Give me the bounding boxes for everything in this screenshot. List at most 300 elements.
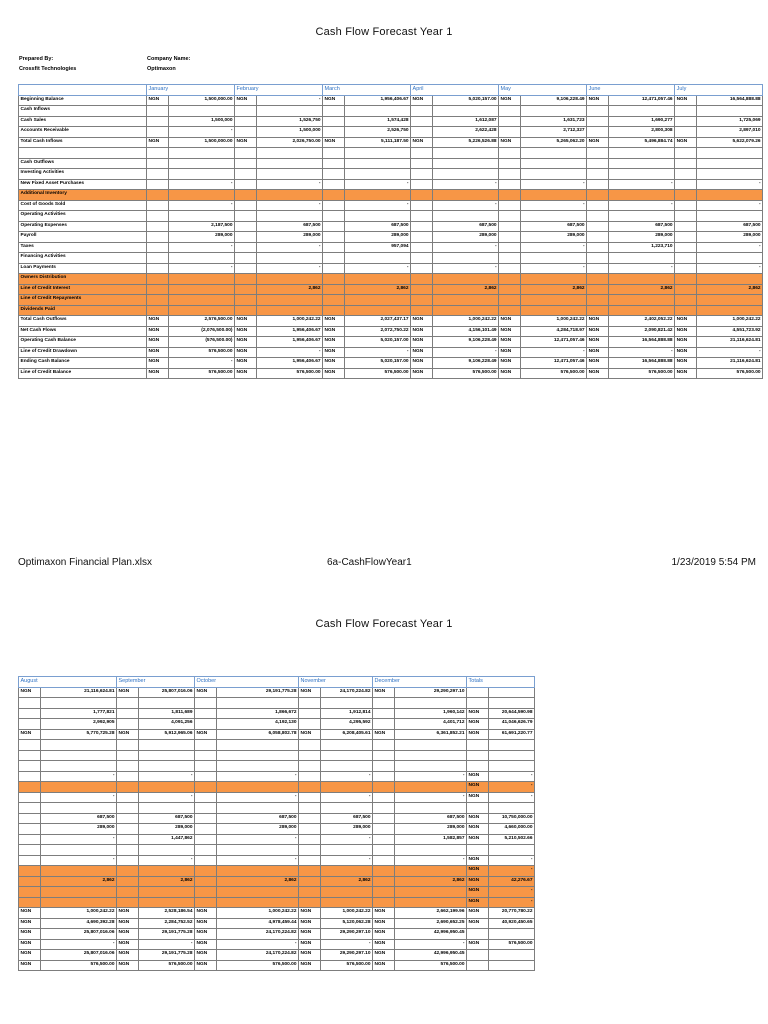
value-cell	[609, 253, 675, 264]
currency-cell	[117, 740, 139, 751]
table-row	[19, 337, 763, 348]
currency-cell: NGN	[235, 95, 257, 106]
value-cell: 687,500	[345, 221, 411, 232]
currency-cell: NGN	[19, 929, 41, 940]
value-cell	[321, 897, 373, 908]
currency-cell	[19, 824, 41, 835]
currency-cell	[411, 263, 433, 274]
value-cell	[521, 274, 587, 285]
value-cell: 10,750,000.00	[489, 813, 535, 824]
table-row	[19, 897, 535, 908]
currency-cell: NGN	[499, 137, 521, 148]
value-cell: 2,090,821.42	[609, 326, 675, 337]
value-cell: 29,191,775.28	[139, 929, 195, 940]
currency-cell	[195, 887, 217, 898]
value-cell: 5,912,965.06	[139, 729, 195, 740]
table-row	[19, 792, 535, 803]
value-cell	[433, 158, 499, 169]
currency-cell	[195, 897, 217, 908]
value-cell: 25,807,016.06	[41, 950, 117, 961]
value-cell	[41, 887, 117, 898]
value-cell	[345, 253, 411, 264]
value-cell: 576,500.00	[169, 347, 235, 358]
row-label: Owners Distribution	[19, 274, 147, 285]
currency-cell	[147, 148, 169, 159]
value-cell: 2,576,500.00	[169, 316, 235, 327]
currency-cell	[147, 116, 169, 127]
currency-cell	[299, 771, 321, 782]
value-cell: 1,912,814	[321, 708, 373, 719]
value-cell	[395, 740, 467, 751]
value-cell: -	[41, 834, 117, 845]
currency-cell: NGN	[195, 687, 217, 698]
value-cell: 2,284,752.52	[139, 918, 195, 929]
value-cell: -	[697, 179, 763, 190]
currency-cell: NGN	[195, 939, 217, 950]
currency-cell	[587, 190, 609, 201]
value-cell: 1,000,242.22	[41, 908, 117, 919]
table-row	[19, 295, 763, 306]
currency-cell	[117, 792, 139, 803]
value-cell: 2,862	[139, 876, 195, 887]
value-cell: -	[41, 792, 117, 803]
currency-cell	[587, 305, 609, 316]
value-cell: -	[521, 263, 587, 274]
value-cell: 289,000	[321, 824, 373, 835]
currency-cell: NGN	[373, 960, 395, 971]
currency-cell	[299, 803, 321, 814]
currency-cell	[467, 845, 489, 856]
table-row	[19, 253, 763, 264]
row-label: Line of Credit Balance	[19, 368, 147, 379]
value-cell: -	[139, 792, 195, 803]
value-cell: -	[41, 939, 117, 950]
currency-cell: NGN	[19, 908, 41, 919]
currency-cell	[147, 284, 169, 295]
value-cell: -	[257, 263, 323, 274]
currency-cell	[675, 200, 697, 211]
value-cell	[217, 782, 299, 793]
value-cell	[139, 761, 195, 772]
currency-cell	[299, 824, 321, 835]
currency-cell: NGN	[411, 326, 433, 337]
value-cell	[169, 158, 235, 169]
currency-cell	[373, 887, 395, 898]
value-cell: -	[489, 855, 535, 866]
value-cell	[41, 761, 117, 772]
value-cell: 1,000,242.22	[697, 316, 763, 327]
currency-cell	[147, 158, 169, 169]
currency-cell	[195, 771, 217, 782]
currency-cell	[373, 708, 395, 719]
currency-cell: NGN	[323, 326, 345, 337]
currency-cell: NGN	[299, 918, 321, 929]
value-cell	[169, 305, 235, 316]
value-cell: 2,862	[609, 284, 675, 295]
value-cell	[521, 211, 587, 222]
currency-cell	[323, 295, 345, 306]
month-header: December	[373, 677, 467, 688]
currency-cell	[195, 740, 217, 751]
row-label: Operating Cash Balance	[19, 337, 147, 348]
value-cell	[697, 169, 763, 180]
value-cell	[697, 106, 763, 117]
value-cell	[217, 887, 299, 898]
value-cell	[321, 782, 373, 793]
table-row	[19, 866, 535, 877]
value-cell	[345, 211, 411, 222]
currency-cell	[195, 792, 217, 803]
currency-cell	[323, 148, 345, 159]
currency-cell: NGN	[499, 95, 521, 106]
value-cell: -	[489, 887, 535, 898]
currency-cell	[373, 834, 395, 845]
currency-cell: NGN	[587, 95, 609, 106]
row-label: Financing Activities	[19, 253, 147, 264]
value-cell: 1,956,406.67	[257, 326, 323, 337]
table-row	[19, 221, 763, 232]
value-cell	[489, 845, 535, 856]
currency-cell	[19, 771, 41, 782]
currency-cell	[675, 221, 697, 232]
currency-cell	[117, 813, 139, 824]
value-cell	[489, 761, 535, 772]
value-cell: 2,862	[257, 284, 323, 295]
value-cell: 4,091,256	[139, 719, 195, 730]
value-cell: 24,170,224.82	[217, 929, 299, 940]
value-cell: -	[433, 179, 499, 190]
currency-cell: NGN	[299, 929, 321, 940]
currency-cell: NGN	[467, 834, 489, 845]
row-label: Cash Outflows	[19, 158, 147, 169]
currency-cell	[195, 750, 217, 761]
value-cell: -	[433, 200, 499, 211]
value-cell	[169, 190, 235, 201]
value-cell	[697, 211, 763, 222]
value-cell: 576,500.00	[489, 939, 535, 950]
currency-cell	[499, 263, 521, 274]
row-label: Cash Inflows	[19, 106, 147, 117]
value-cell: 25,807,016.06	[139, 687, 195, 698]
value-cell: 2,072,750.22	[345, 326, 411, 337]
currency-cell	[499, 169, 521, 180]
table-row	[19, 326, 763, 337]
currency-cell: NGN	[235, 358, 257, 369]
currency-cell	[323, 179, 345, 190]
table-row	[19, 750, 535, 761]
currency-cell	[117, 803, 139, 814]
currency-cell: NGN	[499, 358, 521, 369]
currency-cell	[499, 158, 521, 169]
currency-cell	[411, 211, 433, 222]
currency-cell	[19, 803, 41, 814]
currency-cell: NGN	[117, 687, 139, 698]
currency-cell	[587, 148, 609, 159]
currency-cell	[323, 158, 345, 169]
currency-cell: NGN	[323, 316, 345, 327]
currency-cell	[587, 284, 609, 295]
currency-cell: NGN	[373, 687, 395, 698]
currency-cell: NGN	[147, 358, 169, 369]
currency-cell	[147, 263, 169, 274]
table-row	[19, 211, 763, 222]
value-cell: 1,690,277	[609, 116, 675, 127]
value-cell: 2,862	[41, 876, 117, 887]
currency-cell	[323, 253, 345, 264]
value-cell: -	[521, 347, 587, 358]
value-cell	[609, 211, 675, 222]
value-cell	[139, 740, 195, 751]
currency-cell	[675, 148, 697, 159]
currency-cell	[147, 106, 169, 117]
currency-cell	[235, 116, 257, 127]
value-cell	[489, 750, 535, 761]
currency-cell	[147, 211, 169, 222]
month-header: July	[675, 85, 763, 96]
value-cell: 4,401,712	[395, 719, 467, 730]
currency-cell: NGN	[467, 813, 489, 824]
table-row	[19, 687, 535, 698]
value-cell: 1,631,723	[521, 116, 587, 127]
currency-cell	[587, 295, 609, 306]
currency-cell	[235, 106, 257, 117]
value-cell	[345, 106, 411, 117]
value-cell	[345, 305, 411, 316]
value-cell: -	[169, 358, 235, 369]
table-row	[19, 137, 763, 148]
value-cell	[257, 211, 323, 222]
value-cell	[169, 295, 235, 306]
currency-cell: NGN	[117, 929, 139, 940]
table-row	[19, 918, 535, 929]
value-cell	[41, 897, 117, 908]
currency-cell	[373, 824, 395, 835]
currency-cell	[323, 127, 345, 138]
currency-cell	[467, 803, 489, 814]
currency-cell	[675, 179, 697, 190]
currency-cell: NGN	[467, 908, 489, 919]
value-cell: 2,026,750.00	[257, 137, 323, 148]
currency-cell	[411, 179, 433, 190]
table-row	[19, 232, 763, 243]
currency-cell	[299, 782, 321, 793]
value-cell: -	[139, 855, 195, 866]
value-cell: -	[395, 771, 467, 782]
currency-cell	[373, 771, 395, 782]
value-cell: 2,528,186.54	[139, 908, 195, 919]
currency-cell: NGN	[467, 876, 489, 887]
value-cell: -	[395, 939, 467, 950]
value-cell	[217, 750, 299, 761]
currency-cell	[117, 897, 139, 908]
value-cell: 20,644,590.98	[489, 708, 535, 719]
currency-cell	[147, 274, 169, 285]
currency-cell: NGN	[587, 316, 609, 327]
value-cell	[489, 687, 535, 698]
value-cell: 5,770,725.28	[41, 729, 117, 740]
value-cell: 2,862	[697, 284, 763, 295]
value-cell: 576,500.00	[41, 960, 117, 971]
currency-cell: NGN	[499, 337, 521, 348]
currency-cell	[19, 834, 41, 845]
table-row	[19, 771, 535, 782]
currency-cell	[675, 305, 697, 316]
currency-cell: NGN	[675, 368, 697, 379]
table-row	[19, 960, 535, 971]
value-cell	[489, 803, 535, 814]
currency-cell	[117, 866, 139, 877]
value-cell	[609, 305, 675, 316]
currency-cell	[499, 221, 521, 232]
value-cell: 289,000	[345, 232, 411, 243]
value-cell	[321, 803, 373, 814]
value-cell	[697, 158, 763, 169]
currency-cell	[235, 263, 257, 274]
value-cell: 289,000	[697, 232, 763, 243]
value-cell	[345, 190, 411, 201]
value-cell: -	[217, 855, 299, 866]
currency-cell	[323, 284, 345, 295]
currency-cell: NGN	[373, 929, 395, 940]
value-cell: 5,622,079.26	[697, 137, 763, 148]
value-cell	[139, 897, 195, 908]
currency-cell	[467, 929, 489, 940]
currency-cell	[19, 698, 41, 709]
value-cell	[609, 190, 675, 201]
row-label: Payroll	[19, 232, 147, 243]
value-cell	[345, 274, 411, 285]
currency-cell: NGN	[675, 347, 697, 358]
currency-cell: NGN	[467, 792, 489, 803]
value-cell: 2,027,437.17	[345, 316, 411, 327]
currency-cell	[235, 148, 257, 159]
value-cell: -	[257, 242, 323, 253]
value-cell: 6,361,852.21	[395, 729, 467, 740]
value-cell: 4,295,592	[321, 719, 373, 730]
currency-cell	[411, 253, 433, 264]
value-cell	[433, 295, 499, 306]
value-cell: 12,471,057.46	[609, 95, 675, 106]
currency-cell	[323, 221, 345, 232]
currency-cell: NGN	[499, 316, 521, 327]
value-cell	[395, 887, 467, 898]
value-cell	[321, 750, 373, 761]
currency-cell: NGN	[467, 918, 489, 929]
currency-cell	[587, 106, 609, 117]
value-cell: 5,210,502.66	[489, 834, 535, 845]
row-label: Taxes	[19, 242, 147, 253]
value-cell: 687,500	[521, 221, 587, 232]
cash-flow-table-page1	[18, 84, 763, 379]
value-cell	[41, 750, 117, 761]
value-cell: 1,956,406.67	[257, 358, 323, 369]
currency-cell: NGN	[299, 939, 321, 950]
currency-cell: NGN	[299, 729, 321, 740]
value-cell: 2,526,750	[345, 127, 411, 138]
currency-cell	[195, 834, 217, 845]
currency-cell: NGN	[587, 347, 609, 358]
value-cell: 29,191,775.28	[217, 687, 299, 698]
currency-cell	[195, 845, 217, 856]
currency-cell	[19, 719, 41, 730]
value-cell: -	[217, 834, 299, 845]
currency-cell: NGN	[19, 939, 41, 950]
value-cell: 5,020,157.00	[433, 95, 499, 106]
currency-cell	[195, 824, 217, 835]
row-label	[19, 148, 147, 159]
value-cell	[169, 253, 235, 264]
value-cell: -	[321, 855, 373, 866]
table-row	[19, 242, 763, 253]
currency-cell	[19, 887, 41, 898]
currency-cell	[195, 761, 217, 772]
value-cell: -	[257, 95, 323, 106]
prepared-by-value: Crossfit Technologies	[19, 66, 77, 72]
currency-cell	[675, 295, 697, 306]
currency-cell: NGN	[195, 908, 217, 919]
value-cell	[521, 305, 587, 316]
currency-cell	[499, 232, 521, 243]
currency-cell	[299, 698, 321, 709]
value-cell: -	[433, 242, 499, 253]
cash-flow-table-page2	[18, 676, 535, 971]
month-header: August	[19, 677, 117, 688]
value-cell: 289,000	[395, 824, 467, 835]
currency-cell	[147, 221, 169, 232]
currency-cell	[117, 855, 139, 866]
currency-cell	[467, 687, 489, 698]
value-cell	[697, 295, 763, 306]
currency-cell	[411, 127, 433, 138]
table-row	[19, 708, 535, 719]
footer-sheet-name: 6a-CashFlowYear1	[327, 557, 412, 568]
value-cell	[433, 211, 499, 222]
currency-cell: NGN	[299, 687, 321, 698]
currency-cell	[147, 169, 169, 180]
value-cell	[697, 190, 763, 201]
table-row	[19, 169, 763, 180]
currency-cell: NGN	[467, 719, 489, 730]
currency-cell	[19, 761, 41, 772]
value-cell	[217, 866, 299, 877]
currency-cell	[19, 708, 41, 719]
table-row	[19, 368, 763, 379]
value-cell	[433, 274, 499, 285]
value-cell: 1,000,242.22	[217, 908, 299, 919]
value-cell	[257, 305, 323, 316]
value-cell: 576,500.00	[521, 368, 587, 379]
currency-cell	[499, 295, 521, 306]
currency-cell	[299, 887, 321, 898]
currency-cell	[195, 698, 217, 709]
value-cell	[169, 211, 235, 222]
value-cell: -	[345, 263, 411, 274]
currency-cell: NGN	[587, 137, 609, 148]
table-row	[19, 939, 535, 950]
value-cell	[217, 740, 299, 751]
table-row	[19, 358, 763, 369]
value-cell: 1,000,242.22	[521, 316, 587, 327]
currency-cell	[587, 200, 609, 211]
currency-cell: NGN	[147, 347, 169, 358]
currency-cell	[587, 169, 609, 180]
value-cell: -	[609, 179, 675, 190]
value-cell	[521, 148, 587, 159]
value-cell	[697, 253, 763, 264]
table-row	[19, 887, 535, 898]
value-cell	[139, 803, 195, 814]
value-cell: 289,000	[217, 824, 299, 835]
